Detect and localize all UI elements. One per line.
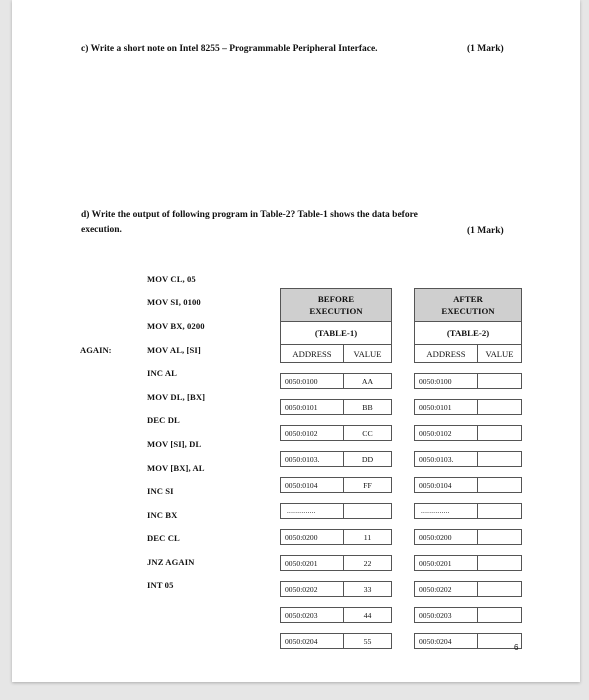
code-line: JNZ AGAIN	[147, 557, 195, 567]
code-line: MOV [BX], AL	[147, 463, 205, 473]
code-line: INT 05	[147, 580, 174, 590]
table1-header: BEFORE EXECUTION	[281, 289, 392, 322]
table-row: 0050:0101	[415, 400, 522, 415]
document-page	[12, 0, 580, 682]
code-line: INC SI	[147, 486, 174, 496]
table2-col-value: VALUE	[478, 345, 522, 363]
table2-col-address: ADDRESS	[415, 345, 478, 363]
table2-caption: (TABLE-2)	[415, 322, 522, 345]
code-line: INC BX	[147, 510, 178, 520]
table-row: 0050:0202	[415, 582, 522, 597]
table-before-execution	[280, 288, 392, 649]
question-d-marks: (1 Mark)	[467, 226, 504, 236]
code-line: DEC DL	[147, 415, 180, 425]
code-line: DEC CL	[147, 533, 180, 543]
code-line: MOV DL, [BX]	[147, 392, 206, 402]
table-row: 0050:0103.	[415, 452, 522, 467]
question-c-marks: (1 Mark)	[467, 44, 504, 54]
page-number: 6	[514, 643, 519, 652]
code-line: MOV AL, [SI]	[147, 345, 201, 355]
table-row: 0050:0100	[415, 374, 522, 389]
table-row: 0050:0102 CC	[281, 426, 392, 441]
table-row: 0050:0100 AA	[281, 374, 392, 389]
table1-col-address: ADDRESS	[281, 345, 344, 363]
table-row: 0050:0101 BB	[281, 400, 392, 415]
code-line: MOV [SI], DL	[147, 439, 202, 449]
question-c-text: c) Write a short note on Intel 8255 – Programmable Peripheral Interface.	[81, 44, 378, 54]
table-row: 0050:0200 11	[281, 530, 392, 545]
table-row: ..............	[281, 504, 392, 519]
table-row: ..............	[415, 504, 522, 519]
table-row: 0050:0103. DD	[281, 452, 392, 467]
table-row: 0050:0104	[415, 478, 522, 493]
table-row: 0050:0201 22	[281, 556, 392, 571]
question-d-text-line2: execution.	[81, 225, 122, 235]
code-line: MOV BX, 0200	[147, 321, 205, 331]
table-row: 0050:0104 FF	[281, 478, 392, 493]
table1-col-value: VALUE	[344, 345, 392, 363]
table-row: 0050:0203 44	[281, 608, 392, 623]
code-line: MOV SI, 0100	[147, 297, 201, 307]
table2-header: AFTER EXECUTION	[415, 289, 522, 322]
table1-caption: (TABLE-1)	[281, 322, 392, 345]
table-row: 0050:0204 55	[281, 634, 392, 649]
table-row: 0050:0200	[415, 530, 522, 545]
table-row: 0050:0201	[415, 556, 522, 571]
question-d-text-line1: d) Write the output of following program in Table-2? Table-1 shows the data before	[81, 210, 418, 220]
again-label: AGAIN:	[80, 345, 112, 355]
code-line: INC AL	[147, 368, 177, 378]
table-after-execution	[414, 288, 522, 649]
table-row: 0050:0102	[415, 426, 522, 441]
table-row: 0050:0204	[415, 634, 522, 649]
table-row: 0050:0203	[415, 608, 522, 623]
code-line: MOV CL, 05	[147, 274, 196, 284]
table-row: 0050:0202 33	[281, 582, 392, 597]
